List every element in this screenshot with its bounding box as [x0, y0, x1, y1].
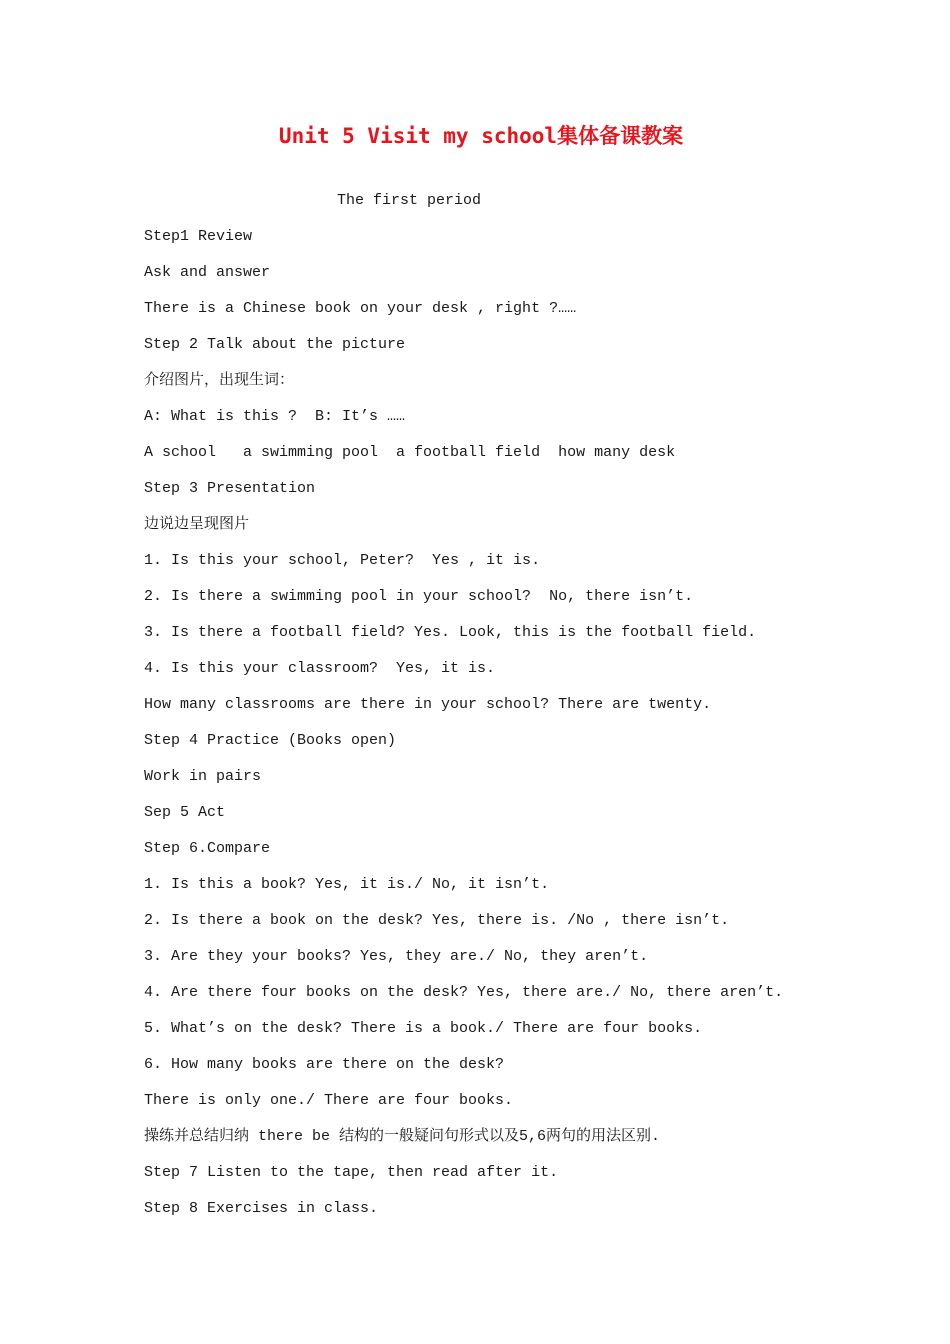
text-line: 4. Are there four books on the desk? Yes, there are./ No, there aren’t.: [144, 984, 784, 1001]
period-heading: The first period: [337, 192, 482, 209]
text-line: 5. What’s on the desk? There is a book./ There are four books.: [144, 1020, 703, 1037]
text-line: 2. Is there a book on the desk? Yes, there is. /No , there isn’t.: [144, 912, 730, 929]
text-line: Step 4 Practice (Books open): [144, 732, 397, 749]
text-line: Sep 5 Act: [144, 804, 226, 821]
text-line: A: What is this ? B: It’s ……: [144, 408, 406, 425]
text-line: Step 7 Listen to the tape, then read after it.: [144, 1164, 559, 1181]
text-line: 介绍图片，出现生词：: [144, 372, 295, 389]
text-line: 4. Is this your classroom? Yes, it is.: [144, 660, 496, 677]
text-line: Step 8 Exercises in class.: [144, 1200, 379, 1217]
text-line: 6. How many books are there on the desk?: [144, 1056, 505, 1073]
text-line: 3. Are they your books? Yes, they are./ No, they aren’t.: [144, 948, 649, 965]
text-line: 3. Is there a football field? Yes. Look, this is the football field.: [144, 624, 757, 641]
text-line: Work in pairs: [144, 768, 262, 785]
text-line: Step 6.Compare: [144, 840, 271, 857]
text-line: Step 3 Presentation: [144, 480, 316, 497]
text-line: There is only one./ There are four books.: [144, 1092, 514, 1109]
text-line: 1. Is this a book? Yes, it is./ No, it isn’t.: [144, 876, 550, 893]
lesson-plan-body: [144, 226, 844, 1234]
text-line: Ask and answer: [144, 264, 271, 281]
text-line: Step 2 Talk about the picture: [144, 336, 406, 353]
text-line: 2. Is there a swimming pool in your school? No, there isn’t.: [144, 588, 694, 605]
document-title: Unit 5 Visit my school集体备课教案: [278, 124, 684, 148]
text-line: A school a swimming pool a football field how many desk: [144, 444, 676, 461]
text-line: 1. Is this your school, Peter? Yes , it is.: [144, 552, 541, 569]
text-line: There is a Chinese book on your desk , right ?……: [144, 300, 577, 317]
text-line: How many classrooms are there in your school? There are twenty.: [144, 696, 712, 713]
text-line: Step1 Review: [144, 228, 253, 245]
text-line: 操练并总结归纳 there be 结构的一般疑问句形式以及5,6两句的用法区别.: [144, 1128, 661, 1145]
text-line: 边说边呈现图片: [144, 516, 250, 533]
